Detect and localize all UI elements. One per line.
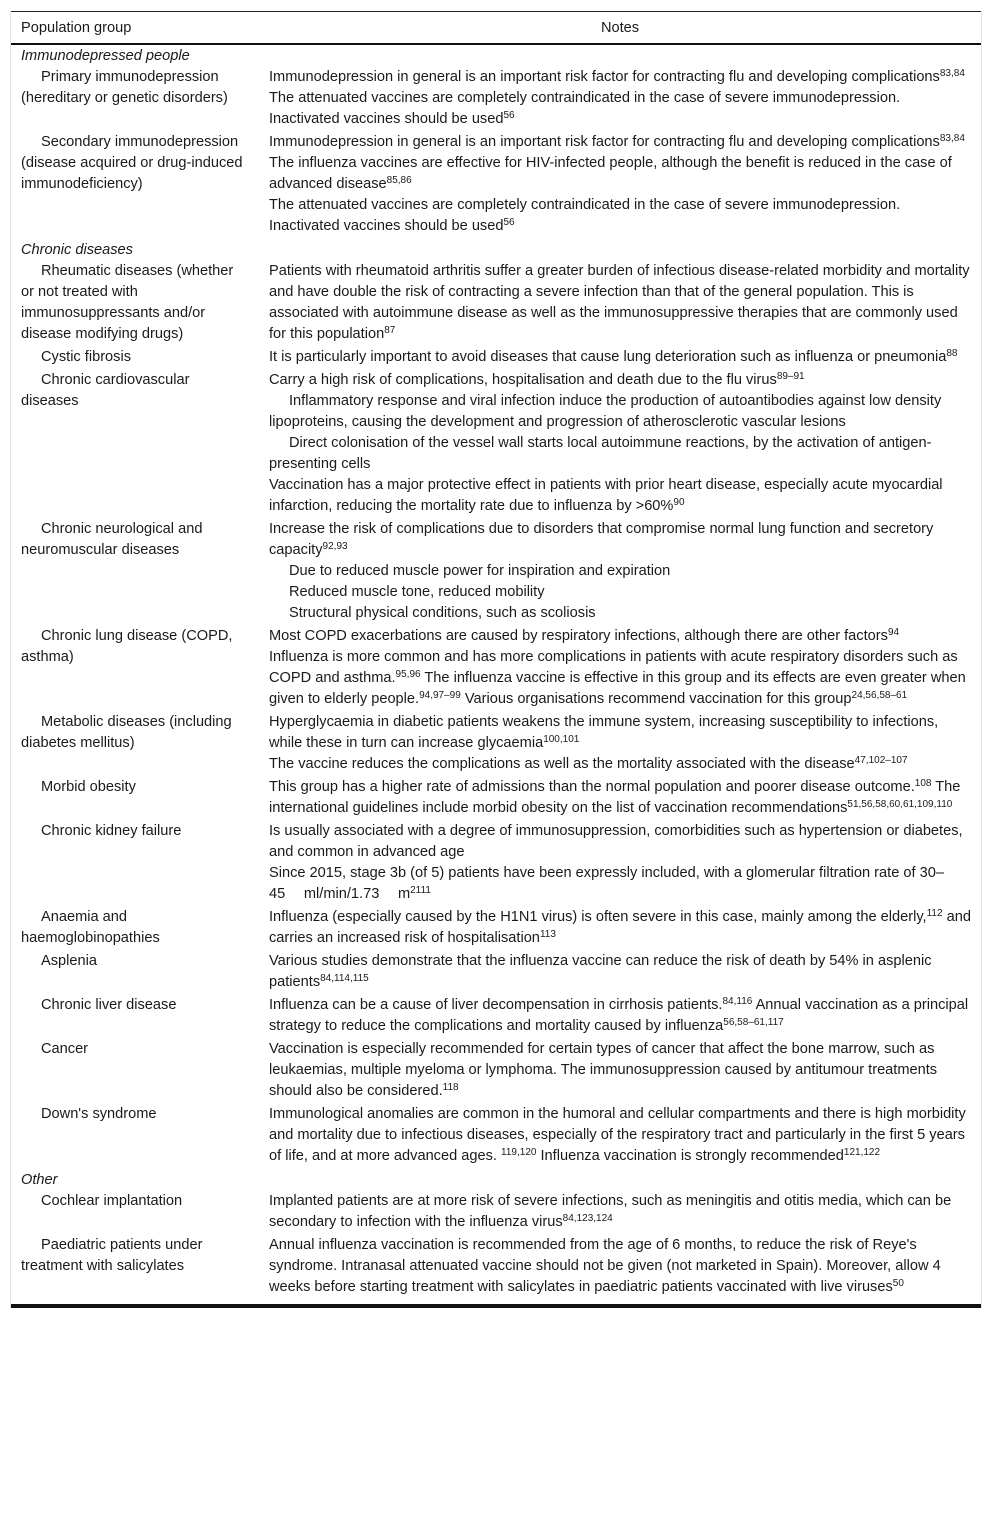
reference-citation: 83,84 [939, 133, 965, 144]
table [11, 11, 981, 1306]
note-paragraph [269, 821, 971, 863]
notes-cell [259, 67, 981, 132]
population-group-name: Metabolic diseases [41, 714, 166, 730]
table-row [11, 907, 981, 951]
table-row [11, 132, 981, 239]
note-paragraph [269, 603, 971, 624]
reference-citation: 112 [926, 908, 943, 919]
population-group-cell [11, 626, 259, 712]
note-text: Immunodepression in general is an important risk factor for contracting flu and developing complications [269, 69, 940, 85]
population-group-name: Paediatric patients under [41, 1237, 203, 1253]
population-group-detail: (including diabetes mellitus) [21, 714, 232, 751]
note-text: Influenza is more common and has more complications in patients with acute respiratory disorders such as COPD and asthma. [269, 649, 958, 686]
population-group-cell [11, 370, 259, 519]
table-row [11, 1191, 981, 1235]
note-paragraph [269, 88, 971, 130]
reference-citation: 24,56,58–61 [851, 690, 908, 701]
population-group-cell [11, 1104, 259, 1169]
note-text: Immunodepression in general is an important risk factor for contracting flu and developing complications [269, 134, 940, 150]
population-group-name: Chronic neurological and [41, 521, 203, 537]
population-group-cell [11, 347, 259, 370]
notes-cell [259, 1235, 981, 1305]
header-notes: Notes [259, 12, 981, 45]
note-paragraph [269, 433, 971, 475]
note-paragraph [269, 1235, 971, 1298]
note-paragraph [269, 195, 971, 237]
population-group-cell [11, 951, 259, 995]
note-text: Direct colonisation of the vessel wall starts local autoimmune reactions, by the activation of antigen-presenting cells [269, 435, 932, 472]
reference-citation: 89–91 [776, 371, 805, 382]
section-row [11, 239, 981, 261]
note-text: Carry a high risk of complications, hospitalisation and death due to the flu virus [269, 372, 777, 388]
reference-citation: 51,56,58,60,61,109,110 [847, 799, 953, 810]
note-text: Vaccination has a major protective effect in patients with prior heart disease, especially acute myocardial infarction, reducing the mortality rate due to influenza by >60% [269, 477, 943, 514]
population-group-name: Asplenia [41, 953, 97, 969]
population-group-detail: (COPD, asthma) [21, 628, 233, 665]
table-row [11, 519, 981, 626]
notes-cell [259, 951, 981, 995]
reference-citation: 56 [503, 217, 515, 228]
notes-cell [259, 1191, 981, 1235]
note-text: Immunological anomalies are common in the humoral and cellular compartments and there is high morbidity and mortality due to infectious diseases, especially of the respiratory tract and particularly in the first 5 years of life, and at more advanced ages. [269, 1106, 966, 1164]
population-notes-table [10, 11, 982, 1308]
reference-citation: 50 [892, 1278, 904, 1289]
note-paragraph [269, 370, 971, 391]
note-text: Is usually associated with a degree of immunosuppression, comorbidities such as hypertension or diabetes, and common in advanced age [269, 823, 963, 860]
section-title: Chronic diseases [21, 242, 133, 258]
reference-citation: 113 [539, 929, 556, 940]
note-text: Most COPD exacerbations are caused by respiratory infections, although there are other factors [269, 628, 888, 644]
reference-citation: 84,116 [722, 996, 753, 1007]
note-text: Annual vaccination as a principal strategy to reduce the complications and mortality caused by influenza [269, 997, 969, 1034]
reference-citation: 47,102–107 [854, 755, 908, 766]
reference-citation: 84,114,115 [320, 973, 369, 984]
population-group-detail: immunodepression (hereditary or genetic disorders) [21, 69, 228, 106]
header-population-group: Population group [11, 12, 259, 45]
note-paragraph [269, 391, 971, 433]
note-paragraph [269, 519, 971, 561]
note-paragraph [269, 261, 971, 345]
reference-citation: 56,58–61,117 [723, 1017, 784, 1028]
note-paragraph [269, 626, 971, 647]
table-row [11, 712, 981, 777]
table-row [11, 626, 981, 712]
population-group-name: Morbid obesity [41, 779, 136, 795]
population-group-name: Cystic fibrosis [41, 349, 132, 365]
reference-citation: 100,101 [543, 734, 580, 745]
note-text: The attenuated vaccines are completely contraindicated in the case of severe immunodepression. Inactivated vaccines should be used [269, 90, 901, 127]
note-text: The influenza vaccines are effective for HIV-infected people, although the benefit is reduced in the case of advanced disease [269, 155, 952, 192]
note-text: Increase the risk of complications due to disorders that compromise normal lung function and secretory capacity [269, 521, 934, 558]
note-paragraph [269, 153, 971, 195]
population-group-name: Chronic kidney failure [41, 823, 182, 839]
population-group-name: Primary [41, 69, 92, 85]
note-paragraph [269, 951, 971, 993]
note-paragraph [269, 347, 971, 368]
population-group-cell [11, 1039, 259, 1104]
notes-cell [259, 907, 981, 951]
notes-cell [259, 995, 981, 1039]
population-group-cell [11, 519, 259, 626]
table-row [11, 1104, 981, 1169]
note-text: Patients with rheumatoid arthritis suffer a greater burden of infectious disease-related morbidity and mortality and have double the risk of contracting a severe infection than that of the general population. This is associated with autoimmune disease as well as the immunosuppressive therapies that are commonly used for this population [269, 263, 970, 342]
population-group-name: Chronic cardiovascular [41, 372, 190, 388]
note-text: Implanted patients are at more risk of severe infections, such as meningitis and otitis media, which can be secondary to infection with the influenza virus [269, 1193, 952, 1230]
reference-citation: 108 [914, 778, 932, 789]
table-row [11, 67, 981, 132]
note-text: Hyperglycaemia in diabetic patients weakens the immune system, increasing susceptibility to infections, while these in turn can increase glycaemia [269, 714, 939, 751]
population-group-detail: treatment with salicylates [21, 1258, 185, 1274]
reference-citation: 94 [887, 627, 900, 638]
note-text: Various studies demonstrate that the influenza vaccine can reduce the risk of death by 54% in asplenic patients [269, 953, 932, 990]
population-group-cell [11, 777, 259, 821]
population-group-name: Chronic liver disease [41, 997, 177, 1013]
notes-cell [259, 1039, 981, 1104]
population-group-cell [11, 821, 259, 907]
note-text: Various organisations recommend vaccination for this group [460, 691, 852, 707]
population-group-detail: haemoglobinopathies [21, 930, 160, 946]
population-group-cell [11, 712, 259, 777]
note-text: Annual influenza vaccination is recommended from the age of 6 months, to reduce the risk of Reye's syndrome. Intranasal attenuated vaccine should not be given (not marketed in Spain). Moreover, allow 4 weeks before starting treatment with salicylates in paediatric patients vaccinated with live viruses [269, 1237, 941, 1295]
notes-cell [259, 777, 981, 821]
note-paragraph [269, 907, 971, 949]
notes-cell [259, 261, 981, 347]
note-text: This group has a higher rate of admissions than the normal population and poorer disease outcome. [269, 779, 915, 795]
notes-cell [259, 370, 981, 519]
note-text: Due to reduced muscle power for inspiration and expiration [289, 563, 671, 579]
note-paragraph [269, 132, 971, 153]
note-text: Vaccination is especially recommended for certain types of cancer that affect the bone marrow, such as leukaemias, multiple myeloma or lymphoma. The immunosuppression caused by antitumour treatments should also be considered. [269, 1041, 938, 1099]
reference-citation: 119,120 [501, 1147, 537, 1158]
section-row [11, 1169, 981, 1191]
population-group-cell [11, 67, 259, 132]
notes-cell [259, 132, 981, 239]
reference-citation: 92,93 [322, 541, 348, 552]
population-group-detail: diseases [21, 393, 79, 409]
notes-cell [259, 712, 981, 777]
reference-citation: 2111 [410, 885, 431, 896]
note-text: Influenza can be a cause of liver decompensation in cirrhosis patients. [269, 997, 723, 1013]
notes-cell [259, 821, 981, 907]
population-group-name: Cancer [41, 1041, 89, 1057]
note-paragraph [269, 1039, 971, 1102]
note-paragraph [269, 67, 971, 88]
note-text: Influenza (especially caused by the H1N1 virus) is often severe in this case, mainly among the elderly, [269, 909, 927, 925]
note-text: The influenza vaccine is effective in this group and its effects are even greater when given to elderly people. [269, 670, 966, 707]
table-row [11, 777, 981, 821]
population-group-name: Down's syndrome [41, 1106, 157, 1122]
reference-citation: 84,123,124 [562, 1213, 613, 1224]
note-paragraph [269, 582, 971, 603]
note-text: Since 2015, stage 3b (of 5) patients have been expressly included, with a glomerular filtration rate of 30–45 ml/min/1.73 m [269, 865, 944, 902]
reference-citation: 94,97–99 [419, 690, 461, 701]
population-group-cell [11, 1191, 259, 1235]
table-row [11, 995, 981, 1039]
note-text: It is particularly important to avoid diseases that cause lung deterioration such as influenza or pneumonia [269, 349, 947, 365]
note-paragraph [269, 754, 971, 775]
notes-cell [259, 519, 981, 626]
table-row [11, 370, 981, 519]
notes-cell [259, 626, 981, 712]
section-row [11, 44, 981, 67]
note-paragraph [269, 1104, 971, 1167]
population-group-name: Cochlear implantation [41, 1193, 183, 1209]
note-text: The vaccine reduces the complications as well as the mortality associated with the disease [269, 756, 855, 772]
note-paragraph [269, 863, 971, 905]
section-title: Other [21, 1172, 58, 1188]
population-group-name: Anaemia and [41, 909, 128, 925]
note-paragraph [269, 1191, 971, 1233]
population-group-cell [11, 261, 259, 347]
note-paragraph [269, 475, 971, 517]
population-group-name: Chronic lung disease [41, 628, 178, 644]
reference-citation: 87 [384, 325, 396, 336]
population-group-cell [11, 1235, 259, 1305]
reference-citation: 95,96 [395, 669, 421, 680]
note-paragraph [269, 647, 971, 710]
table-body [11, 44, 981, 1305]
population-group-name: Secondary [41, 134, 111, 150]
note-text: Structural physical conditions, such as scoliosis [289, 605, 596, 621]
table-row [11, 261, 981, 347]
header-row [11, 12, 981, 45]
population-group-cell [11, 132, 259, 239]
note-paragraph [269, 995, 971, 1037]
note-paragraph [269, 777, 971, 819]
reference-citation: 88 [946, 348, 958, 359]
population-group-detail: (whether or not treated with immunosuppressants and/or disease modifying drugs) [21, 263, 234, 342]
reference-citation: 56 [503, 110, 515, 121]
population-group-cell [11, 907, 259, 951]
reference-citation: 118 [442, 1082, 459, 1093]
note-text: Inflammatory response and viral infection induce the production of autoantibodies against low density lipoproteins, causing the development and progression of atherosclerotic vascular lesions [269, 393, 942, 430]
reference-citation: 121,122 [843, 1147, 881, 1158]
note-text: The attenuated vaccines are completely contraindicated in the case of severe immunodepression. Inactivated vaccines should be used [269, 197, 901, 234]
table-bottom-rule [11, 1306, 981, 1308]
table-row [11, 347, 981, 370]
population-group-detail: immunodepression (disease acquired or drug-induced immunodeficiency) [21, 134, 243, 192]
note-text: and carries an increased risk of hospitalisation [269, 909, 971, 946]
reference-citation: 90 [673, 497, 685, 508]
note-text: Reduced muscle tone, reduced mobility [289, 584, 545, 600]
table-row [11, 1235, 981, 1305]
table-row [11, 1039, 981, 1104]
notes-cell [259, 347, 981, 370]
note-text: The international guidelines include morbid obesity on the list of vaccination recommendations [269, 779, 961, 816]
section-title: Immunodepressed people [21, 48, 190, 64]
note-text: Influenza vaccination is strongly recommended [536, 1148, 844, 1164]
note-paragraph [269, 561, 971, 582]
table-header [11, 12, 981, 45]
note-paragraph [269, 712, 971, 754]
table-row [11, 821, 981, 907]
population-group-name: Rheumatic diseases [41, 263, 173, 279]
reference-citation: 83,84 [939, 68, 965, 79]
population-group-detail: neuromuscular diseases [21, 542, 180, 558]
notes-cell [259, 1104, 981, 1169]
population-group-cell [11, 995, 259, 1039]
table-row [11, 951, 981, 995]
reference-citation: 85,86 [386, 175, 412, 186]
